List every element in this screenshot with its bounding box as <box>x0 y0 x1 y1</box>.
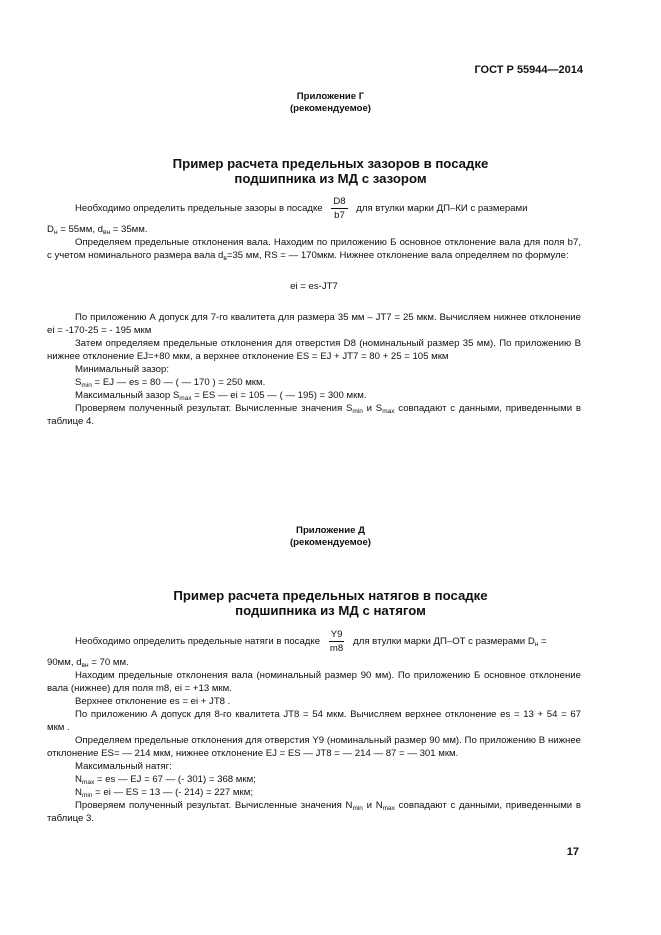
g-p1-l2-sub-2: вн <box>103 229 111 236</box>
g-paragraph-4: Затем определяем предельные отклонения для отверстия D8 (номинальный размер 35 мм). По приложению В нижнее отклонение EJ=+80 мкм, а верхнее отклонение ES = EJ + JT7 = 80 + 25 = 105 мкм <box>47 338 581 362</box>
d-paragraph-1-line-2 <box>47 656 581 669</box>
d-p8-sub: min <box>81 792 93 799</box>
d-p1-text-after <box>353 636 547 647</box>
d-paragraph-5: Определяем предельные отклонения для отверстия Y9 (номинальный размер 90 мм). По приложению В нижнее отклонение ES= — 214 мкм, нижнее отклонение EJ = ES — JT8 = — 214 — 87 = — 301 мкм. <box>47 735 581 759</box>
g-p7-sub: max <box>179 395 192 402</box>
page-number: 17 <box>566 846 579 858</box>
appendix-d-heading-line-1: Пример расчета предельных натягов в посадке <box>173 588 488 603</box>
g-paragraph-1-line-2 <box>47 223 581 236</box>
appendix-d-heading-line-2: подшипника из МД с натягом <box>235 603 426 618</box>
g-p8-a: Проверяем полученный результат. Вычисленные значения S <box>75 403 353 414</box>
d-paragraph-2: Находим предельные отклонения вала (номинальный размер 90 мм). По приложению Б основное отклонение вала (нижнее) для поля m8, ei = +13 мкм. <box>47 670 581 694</box>
d-p7-sub: max <box>81 779 95 786</box>
d-p9-b: и N <box>362 800 383 811</box>
d-p1-l2-sub: вн <box>81 662 89 669</box>
g-p8-sub-1: min <box>352 408 363 415</box>
g-paragraph-5: Минимальный зазор: <box>75 364 170 375</box>
appendix-g-label: Приложение Г <box>296 91 365 102</box>
g-fit-fraction <box>331 196 347 221</box>
d-paragraph-9 <box>47 799 581 825</box>
d-paragraph-3: Верхнее отклонение es = ei + JT8 . <box>75 696 231 707</box>
g-formula: ei = es-JT7 <box>290 281 338 292</box>
g-p1-l2-a: D <box>47 224 54 235</box>
d-paragraph-7 <box>47 773 581 786</box>
d-paragraph-8 <box>47 786 581 799</box>
appendix-d-status: (рекомендуемое) <box>289 537 371 548</box>
d-fit-denominator: m8 <box>329 643 344 654</box>
g-p1-text-after: для втулки марки ДП–КИ с размерами <box>356 203 528 215</box>
g-p1-l2-b: = 55мм, d <box>57 224 103 235</box>
d-paragraph-4: По приложению А допуск для 8-го квалитета JT8 = 54 мкм. Вычисляем верхнее отклонение es = 13 + 54 = 67 мкм . <box>47 709 581 733</box>
g-paragraph-8 <box>47 402 581 428</box>
appendix-g-status: (рекомендуемое) <box>289 103 371 114</box>
d-p8-a: N <box>75 787 82 798</box>
document-id: ГОСТ Р 55944—2014 <box>474 64 583 76</box>
appendix-d-body <box>47 629 581 825</box>
g-p2-b: =35 мм, RS = — 170мкм. Нижнее отклонение вала определяем по формуле: <box>226 250 569 261</box>
d-p7-a: N <box>75 774 82 785</box>
appendix-d-label: Приложение Д <box>296 525 365 536</box>
d-fit-numerator: Y9 <box>330 629 343 640</box>
g-p6-b: = EJ — es = 80 — ( — 170 ) = 250 мкм. <box>91 377 266 388</box>
g-p7-b: = ES — ei = 105 — ( — 195) = 300 мкм. <box>191 390 367 401</box>
g-fit-denominator: b7 <box>334 210 345 221</box>
d-paragraph-6: Максимальный натяг: <box>75 761 172 772</box>
appendix-g-heading-line-1: Пример расчета предельных зазоров в посадке <box>172 156 489 171</box>
d-p1-l2-a: 90мм, d <box>47 657 82 668</box>
g-p8-b: и S <box>362 403 383 414</box>
appendix-g-title <box>0 91 661 115</box>
d-p1-l2-b: = 70 мм. <box>88 657 129 668</box>
d-p7-b: = es — EJ = 67 — (- 301) = 368 мкм; <box>94 774 256 785</box>
d-p8-b: = ei — ES = 13 — (- 214) = 227 мкм; <box>92 787 253 798</box>
g-p6-sub: min <box>81 382 92 389</box>
g-p6-a: S <box>75 377 82 388</box>
d-fit-fraction <box>329 629 345 654</box>
d-p9-a: Проверяем полученный результат. Вычисленные значения N <box>75 800 353 811</box>
g-p1-l2-c: = 35мм. <box>110 224 148 235</box>
d-paragraph-1 <box>47 629 581 654</box>
appendix-g-body <box>47 196 581 428</box>
appendix-g-heading-line-2: подшипника из МД с зазором <box>234 171 427 186</box>
g-paragraph-3: По приложению А допуск для 7-го квалитета для размера 35 мм – JT7 = 25 мкм. Вычисляем нижнее отклонение ei = -170-25 = - 195 мкм <box>47 312 581 336</box>
d-p9-c: совпадают с данными, приведенными в таблице 3. <box>47 800 581 824</box>
g-paragraph-2 <box>47 236 581 262</box>
appendix-d-title <box>0 525 661 549</box>
g-paragraph-6 <box>47 376 581 389</box>
d-p1-after-b: = <box>538 636 547 648</box>
d-p1-after-a: для втулки марки ДП–ОТ с размерами D <box>353 636 535 648</box>
appendix-g-heading <box>0 156 661 186</box>
g-p7-a: Максимальный зазор S <box>75 390 180 401</box>
d-p9-sub-1: min <box>352 805 363 812</box>
appendix-d-heading <box>0 588 661 618</box>
g-p2-sub: в <box>223 255 227 262</box>
d-p9-sub-2: max <box>382 805 395 812</box>
g-p8-sub-2: max <box>382 408 395 415</box>
d-p1-after-sub: н <box>534 641 539 649</box>
d-p1-text-before: Необходимо определить предельные натяги в посадке <box>75 636 321 648</box>
g-paragraph-7 <box>47 389 581 402</box>
g-p1-text-before: Необходимо определить предельные зазоры в посадке <box>75 203 323 215</box>
g-paragraph-1 <box>47 196 581 221</box>
g-p1-l2-sub-1: н <box>53 229 58 236</box>
g-fit-numerator: D8 <box>333 196 346 207</box>
g-p8-c: совпадают с данными, приведенными в таблице 4. <box>47 403 581 427</box>
g-p2-a: Определяем предельные отклонения вала. Находим по приложению Б основное отклонение вала для поля b7, с учетом номинального размера вала d <box>47 237 581 261</box>
